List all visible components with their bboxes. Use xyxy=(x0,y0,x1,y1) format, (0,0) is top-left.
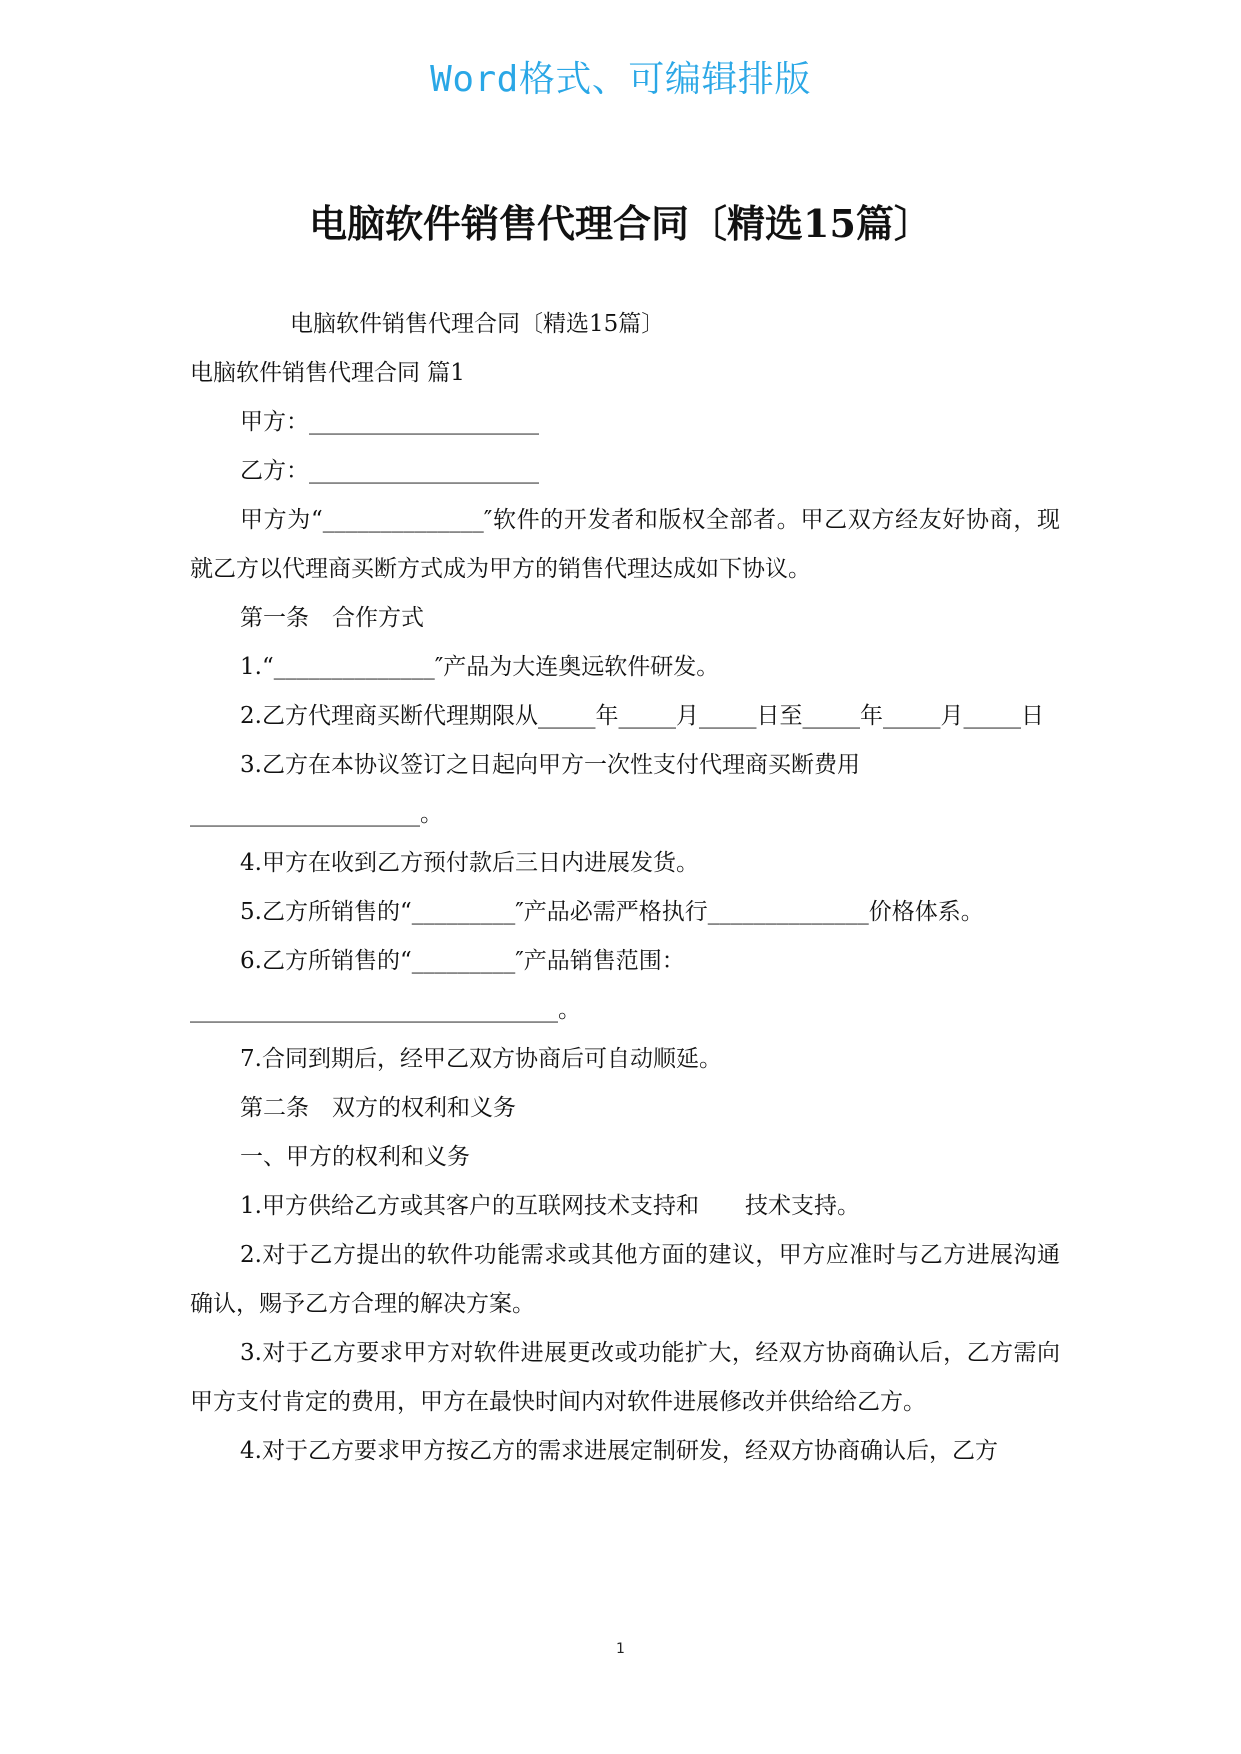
section-heading: 电脑软件销售代理合同 篇1 xyxy=(190,360,465,386)
party-a-line: 甲方：____________________ xyxy=(240,409,539,435)
clause-1-6: 6.乙方所销售的“_________″产品销售范围：________________________________。 xyxy=(190,948,685,1023)
duty-a-4: 4.对于乙方要求甲方按乙方的需求进展定制研发，经双方协商确认后，乙方 xyxy=(240,1438,998,1464)
watermark-banner: Word格式、可编辑排版 xyxy=(430,59,811,100)
preamble-paragraph: 甲方为“______________″软件的开发者和版权全部者。甲乙双方经友好协商，现就乙方以代理商买断方式成为甲方的销售代理达成如下协议。 xyxy=(190,507,1060,582)
article-2-heading: 第二条 双方的权利和义务 xyxy=(240,1095,516,1121)
clause-1-5: 5.乙方所销售的“_________″产品必需严格执行______________价格体系。 xyxy=(240,899,984,925)
document-title: 电脑软件销售代理合同〔精选15篇〕 xyxy=(309,201,932,246)
duty-a-2: 2.对于乙方提出的软件功能需求或其他方面的建议，甲方应准时与乙方进展沟通确认，赐予乙方合理的解决方案。 xyxy=(190,1242,1060,1317)
clause-1-2: 2.乙方代理商买断代理期限从_____年_____月_____日至_____年_____月_____日 xyxy=(240,703,1044,729)
document-body xyxy=(190,300,1060,1476)
party-a-duties-heading: 一、甲方的权利和义务 xyxy=(240,1144,470,1170)
party-b-line: 乙方：____________________ xyxy=(240,458,539,484)
clause-1-4: 4.甲方在收到乙方预付款后三日内进展发货。 xyxy=(240,850,699,876)
article-1-heading: 第一条 合作方式 xyxy=(240,605,424,631)
clause-1-3: 3.乙方在本协议签订之日起向甲方一次性支付代理商买断费用____________________。 xyxy=(190,752,860,827)
document-subtitle: 电脑软件销售代理合同〔精选15篇〕 xyxy=(290,311,665,337)
clause-1-1: 1.“______________″产品为大连奥远软件研发。 xyxy=(240,654,720,680)
page-number: 1 xyxy=(616,1641,625,1657)
clause-1-7: 7.合同到期后，经甲乙双方协商后可自动顺延。 xyxy=(240,1046,722,1072)
duty-a-1: 1.甲方供给乙方或其客户的互联网技术支持和 技术支持。 xyxy=(240,1193,860,1219)
duty-a-3: 3.对于乙方要求甲方对软件进展更改或功能扩大，经双方协商确认后，乙方需向甲方支付肯定的费用，甲方在最快时间内对软件进展修改并供给给乙方。 xyxy=(190,1340,1060,1415)
